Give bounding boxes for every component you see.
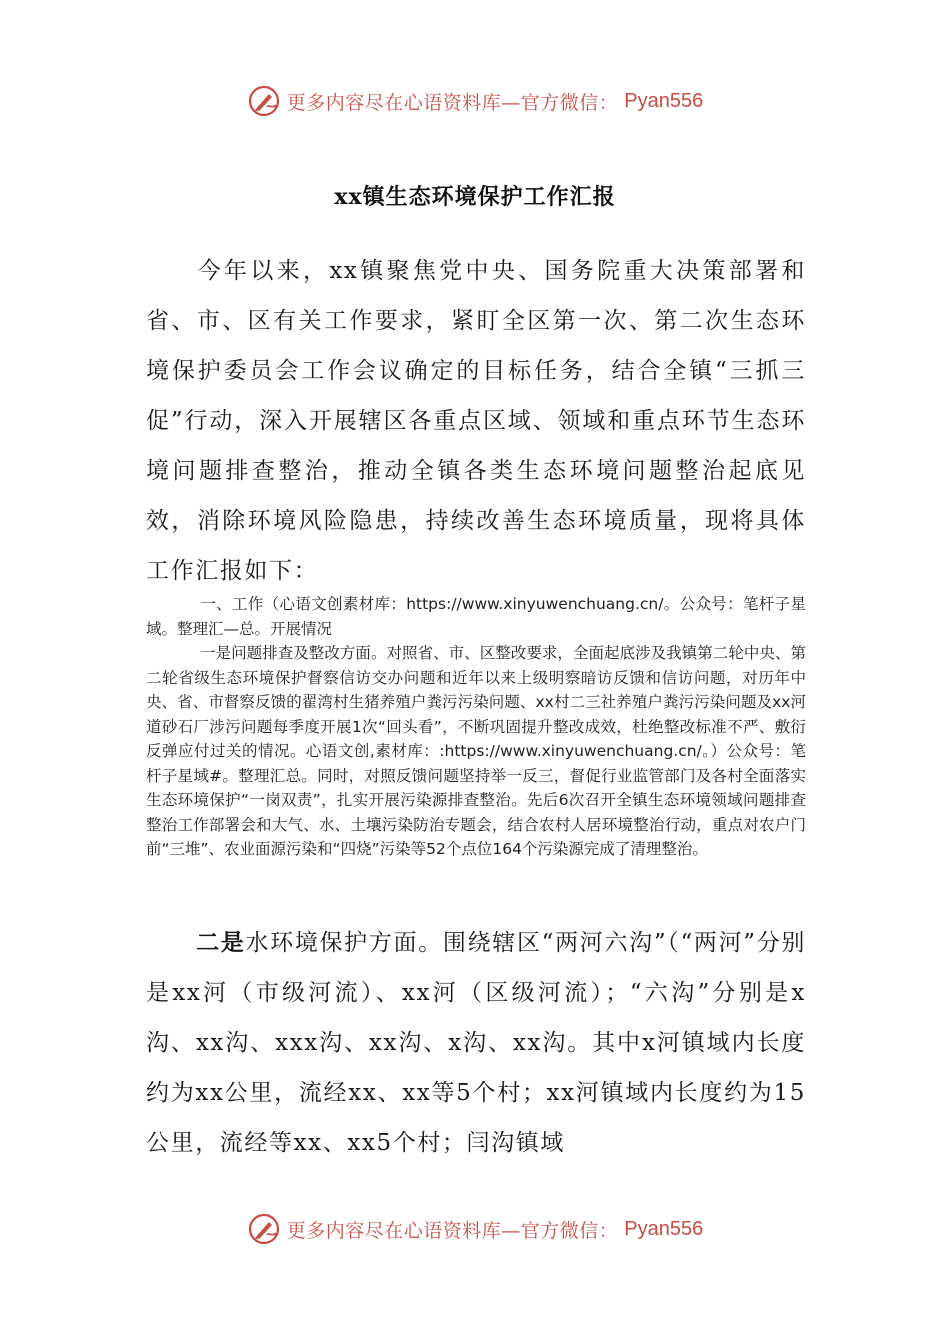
footer-watermark [0, 1212, 950, 1246]
section2-lead: 二是 [196, 929, 246, 956]
watermark-text: 更多内容尽在心语资料库—官方微信： [286, 1219, 619, 1242]
document-title: xx镇生态环境保护工作汇报 [334, 184, 616, 210]
pen-logo-icon [247, 1212, 281, 1246]
watermark-wechat-id: Pyan556 [624, 1217, 704, 1240]
header-watermark [0, 84, 950, 118]
intro-paragraph [146, 246, 806, 596]
section2-paragraph [146, 918, 806, 1168]
watermark-text: 更多内容尽在心语资料库—官方微信： [286, 91, 619, 114]
watermark-wechat-id: Pyan556 [624, 89, 704, 112]
pen-logo-icon [247, 84, 281, 118]
intro-text: 今年以来，xx镇聚焦党中央、国务院重大决策部署和省、市、区有关工作要求，紧盯全区第一次、第二次生态环境保护委员会工作会议确定的目标任务，结合全镇“三抓三促”行动，深入开展辖区各重点区域、领域和重点环节生态环境问题排查整治，推动全镇各类生态环境问题整治起底见效，消除环境风险隐患，持续改善生态环境质量，现将具体工作汇报如下： [146, 258, 806, 584]
section1-paragraph-text: 一是问题排查及整改方面。对照省、市、区整改要求，全面起底涉及我镇第二轮中央、第二轮省级生态环境保护督察信访交办问题和近年以来上级明察暗访反馈和信访问题，对历年中央、省、市督察反馈的翟湾村生猪养殖户粪污污染问题、xx村二三社养殖户粪污污染问题及xx河道砂石厂涉污问题每季度开展1次“回头看”，不断巩固提升整改成效，杜绝整改标准不严、敷衍反弹应付过关的情况。心语文创,素材库：:https://www.xinyuwenchuang.cn/。）公众号：笔杆子星域#。整理汇总。同时，对照反馈问题坚持举一反三，督促行业监管部门及各村全面落实生态环境保护“一岗双责”，扎实开展污染源排查整治。先后6次召开全镇生态环境领域问题排查整治工作部署会和大气、水、土壤污染防治专题会，结合农村人居环境整治行动，重点对农户门前“三堆”、农业面源污染和“四烧”污染等52个点位164个污染源完成了清理整治。 [146, 644, 806, 858]
section1-heading-text: 一、工作（心语文创素材库：https://www.xinyuwenchuang.cn/。公众号：笔杆子星域。整理汇—总。开展情况 [146, 595, 806, 638]
section2-text: 水环境保护方面。围绕辖区“两河六沟”（“两河”分别是xx河（市级河流）、xx河（区级河流）；“六沟”分别是x沟、xx沟、xxx沟、xx沟、x沟、xx沟。其中x河镇域内长度约为xx公里，流经xx、xx等5个村；xx河镇域内长度约为15公里，流经等xx、xx5个村；闫沟镇域 [146, 930, 806, 1156]
section1-paragraph [146, 641, 806, 862]
section1-block [146, 592, 806, 862]
section1-heading [146, 592, 806, 641]
